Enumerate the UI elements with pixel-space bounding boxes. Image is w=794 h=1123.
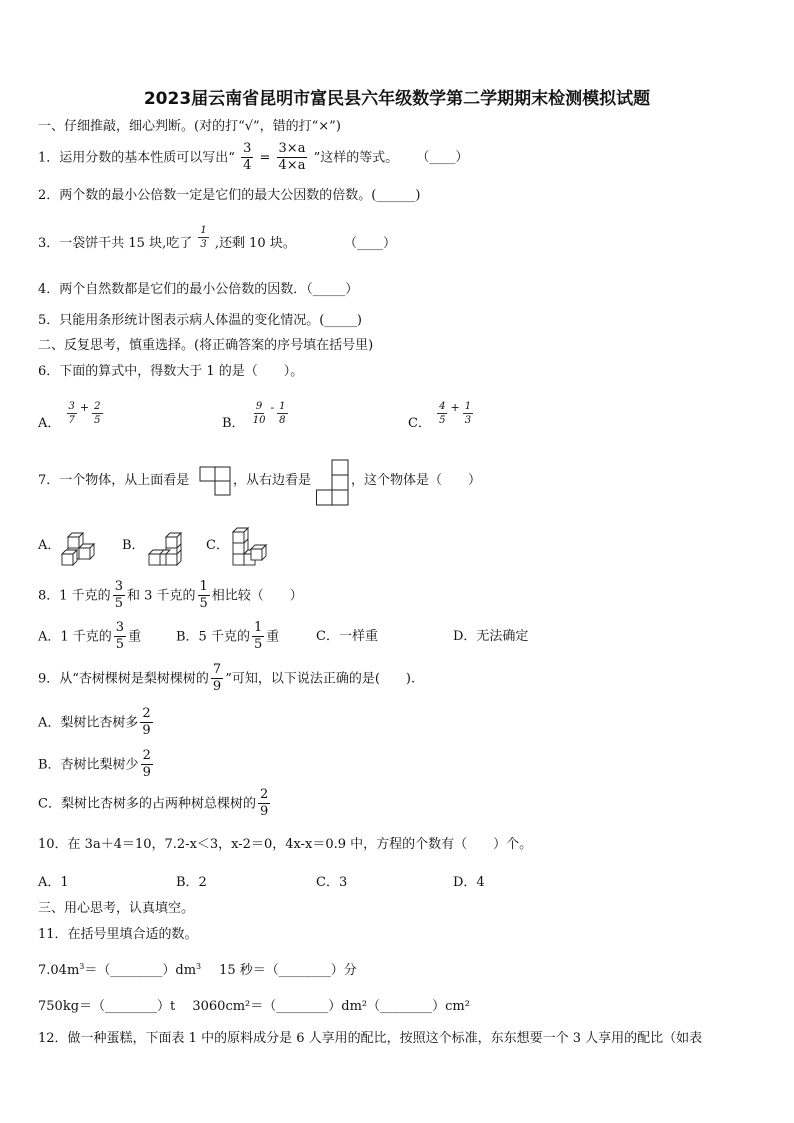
q6-c-fraction-2: $\frac{1}{3}$: [464, 401, 472, 426]
q11-blank-dm3[interactable]: ＝（________）dm: [84, 963, 197, 978]
q3-text-pre: 3．一袋饼干共 15 块,吃了: [38, 236, 193, 251]
q8-option-a[interactable]: A．1 千克的 $\frac{3}{5}$ 重: [38, 620, 142, 653]
q7-option-b-label[interactable]: B．: [122, 538, 145, 553]
q6-option-b-label: B．: [222, 416, 245, 431]
q10-option-a[interactable]: A．1: [38, 875, 69, 890]
q6-b-operator: -: [270, 401, 275, 414]
q11-line-1: $7.04m^3=(\_\_\_\_\_\_\_\_)dm^3$ 15 秒＝（________）分: [38, 962, 357, 978]
q9-option-b-fraction: $\frac{2}{9}$: [142, 748, 151, 781]
q6-c-fraction-1: $\frac{4}{5}$: [439, 401, 446, 426]
q6-a-fraction-2: $\frac{2}{5}$: [94, 401, 101, 426]
q6-option-a[interactable]: [38, 401, 105, 430]
q6-a-fraction-1: $\frac{3}{7}$: [68, 401, 75, 426]
q9-option-a[interactable]: A．梨树比杏树多 $\frac{2}{9}$: [38, 706, 151, 739]
section-3-heading: 三、用心思考，认真填空。: [38, 901, 195, 916]
q1-fraction-right: $\frac{3\times a}{4\times a}$: [278, 141, 306, 174]
q9-fraction: $\frac{7}{9}$: [212, 662, 222, 695]
q8-option-d[interactable]: D．无法确定: [453, 629, 529, 644]
q8-option-a-fraction: $\frac{3}{5}$: [115, 620, 125, 653]
q8-fraction-2: $\frac{1}{5}$: [199, 579, 208, 612]
q6-option-a-label: A．: [38, 416, 61, 431]
q6-c-operator: +: [450, 401, 460, 414]
q1-text-post: ”这样的等式。: [313, 150, 399, 166]
q6-b-fraction-2: $\frac{1}{8}$: [279, 401, 286, 426]
q8-text-mid: 和 3 千克的: [126, 588, 196, 604]
q9-option-c-fraction: $\frac{2}{9}$: [259, 787, 269, 820]
question-4: 4．两个自然数都是它们的最小公倍数的因数．（_____）: [38, 282, 359, 297]
q6-option-c-label: C．: [408, 416, 431, 431]
question-11-stem: 11．在括号里填合适的数。: [38, 927, 198, 942]
cube-stack-b-icon: [145, 524, 183, 566]
q8-option-b-fraction: $\frac{1}{5}$: [253, 620, 263, 653]
q9-option-c[interactable]: C．梨树比杏树多的占两种树总棵树的 $\frac{2}{9}$: [38, 787, 269, 820]
question-12: 12．做一种蛋糕，下面表 1 中的原料成分是 6 人享用的配比，按照这个标准，东东想要一个 3 人享用的配比（如表: [38, 1031, 703, 1046]
q6-option-b[interactable]: [222, 401, 290, 430]
q8-option-c[interactable]: C．一样重: [316, 629, 378, 644]
q8-text-post: 相比较（ ）: [211, 588, 303, 604]
q3-text-post: ,还剩 10 块。: [214, 236, 296, 251]
q7-text-post: ，这个物体是（ ）: [351, 473, 482, 488]
q7-option-c-label[interactable]: C．: [206, 538, 229, 553]
q8-text-pre: 8．1 千克的: [38, 588, 111, 604]
question-6-stem: 6．下面的算式中，得数大于 1 的是（ ）。: [38, 364, 304, 379]
page-title: 2023届云南省昆明市富民县六年级数学第二学期期末检测模拟试题: [143, 89, 651, 109]
question-10-stem: 10．在 3a＋4＝10，7.2-x＜3，x-2＝0，4x-x＝0.9 中，方程的个数有（ ）个。: [38, 837, 533, 852]
q1-equals: =: [259, 150, 271, 166]
top-view-icon: [199, 466, 231, 496]
q9-text-post: ”可知，以下说法正确的是( ).: [225, 671, 416, 687]
q9-option-a-fraction: $\frac{2}{9}$: [142, 706, 151, 739]
q10-option-c[interactable]: C．3: [316, 875, 348, 890]
section-1-heading: 一、仔细推敲，细心判断。(对的打“√”，错的打“×”): [38, 119, 341, 134]
q3-answer-blank[interactable]: （____）: [343, 236, 396, 251]
q7-text-pre: 7．一个物体，从上面看是: [38, 473, 190, 488]
q9-text-pre: 9．从“杏树棵树是梨树棵树的: [38, 671, 209, 687]
q8-option-b[interactable]: B．5 千克的 $\frac{1}{5}$ 重: [176, 620, 280, 653]
q11-blank-minutes[interactable]: 15 秒＝（________）分: [219, 963, 357, 978]
q10-option-b[interactable]: B．2: [176, 875, 207, 890]
question-8: [38, 580, 303, 612]
q6-b-fraction-1: $\frac{9}{10}$: [252, 401, 266, 426]
cube-stack-c-icon: [229, 524, 267, 566]
cube-stack-a-icon: [60, 524, 97, 566]
section-2-heading: 二、反复思考，慎重选择。(将正确答案的序号填在括号里): [38, 338, 374, 353]
question-1: [38, 142, 468, 174]
q3-fraction: $\frac{1}{3}$: [200, 225, 207, 250]
question-5: 5．只能用条形统计图表示病人体温的变化情况。(_____): [38, 313, 362, 328]
q1-answer-blank[interactable]: （____）: [416, 150, 469, 166]
q1-text-pre: 1．运用分数的基本性质可以写出“: [38, 150, 235, 166]
q7-option-a-label[interactable]: A．: [38, 538, 61, 553]
q9-option-b[interactable]: B．杏树比梨树少 $\frac{2}{9}$: [38, 748, 151, 781]
question-9: [38, 663, 415, 695]
q6-option-c[interactable]: [408, 401, 475, 430]
right-view-icon: [316, 459, 349, 506]
q7-text-mid: ，从右边看是: [233, 473, 312, 488]
question-3: [38, 225, 396, 250]
q8-fraction-1: $\frac{3}{5}$: [114, 579, 123, 612]
question-2: 2．两个数的最小公倍数一定是它们的最大公因数的倍数。(______): [38, 188, 421, 203]
q10-option-d[interactable]: D．4: [453, 875, 485, 890]
q6-a-operator: +: [79, 401, 90, 414]
q11-line-2[interactable]: 750kg＝（________）t 3060cm²＝（________）dm²（________）cm²: [38, 999, 470, 1014]
q1-fraction-left: $\frac{3}{4}$: [243, 141, 252, 174]
